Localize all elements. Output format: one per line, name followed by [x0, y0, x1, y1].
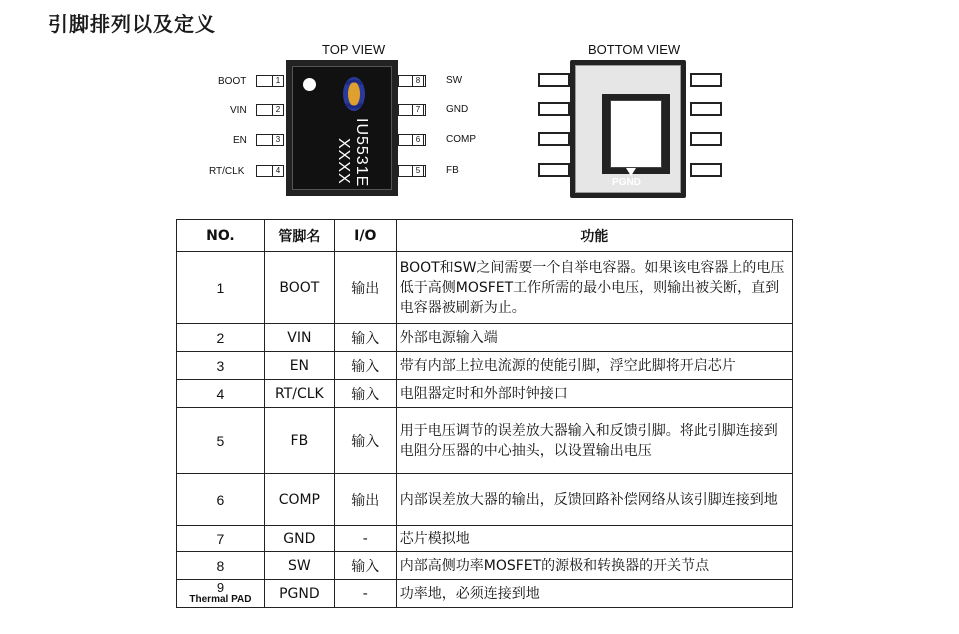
pin-5-number: 5 [412, 165, 424, 177]
cell-function: 内部误差放大器的输出，反馈回路补偿网络从该引脚连接到地 [396, 474, 792, 526]
table-row [177, 526, 793, 552]
cell-io: 输入 [334, 324, 396, 352]
bottom-pin-lead [690, 132, 722, 146]
pin-definition-table [176, 219, 793, 608]
cell-function: 功率地，必须连接到地 [396, 580, 792, 608]
pin-1-number: 1 [272, 75, 284, 87]
pin-7-label: GND [446, 104, 469, 115]
cell-no: 4 [177, 380, 265, 408]
cell-io: 输入 [334, 552, 396, 580]
pin-6-number: 6 [412, 134, 424, 146]
pin-2-number: 2 [272, 104, 284, 116]
thermal-pad [610, 100, 662, 168]
pin-4-number: 4 [272, 165, 284, 177]
table-row [177, 380, 793, 408]
cell-no [177, 580, 265, 608]
pin-5-label: FB [446, 165, 459, 176]
cell-no-number: 9 [216, 580, 225, 595]
table-row [177, 324, 793, 352]
pin-3-number: 3 [272, 134, 284, 146]
cell-function: 带有内部上拉电流源的使能引脚，浮空此脚将开启芯片 [396, 352, 792, 380]
bottom-pin-lead [690, 102, 722, 116]
table-header-row [177, 220, 793, 252]
cell-pin-name: BOOT [264, 252, 334, 324]
arrow-down-icon [626, 168, 636, 176]
pin-4-label: RT/CLK [209, 166, 245, 177]
table-row [177, 580, 793, 608]
cell-function: BOOT和SW之间需要一个自举电容器。如果该电容器上的电压低于高侧MOSFET工作所需的最小电压，则输出被关断，直到电容器被刷新为止。 [396, 252, 792, 324]
pin-8-label: SW [446, 75, 463, 86]
cell-io: 输出 [334, 252, 396, 324]
table-row [177, 252, 793, 324]
bottom-pin-lead [538, 73, 570, 87]
chip-marking-lot: XXXX [335, 138, 352, 185]
table-row [177, 408, 793, 474]
header-io: I/O [334, 220, 396, 252]
table-row [177, 474, 793, 526]
cell-function: 内部高侧功率MOSFET的源极和转换器的开关节点 [396, 552, 792, 580]
cell-no: 8 [177, 552, 265, 580]
cell-io: - [334, 526, 396, 552]
bottom-pin-lead [690, 163, 722, 177]
bottom-view-title: BOTTOM VIEW [588, 42, 681, 57]
pin-1-label: BOOT [218, 76, 247, 87]
cell-pin-name: COMP [264, 474, 334, 526]
cell-no: 3 [177, 352, 265, 380]
top-view-title: TOP VIEW [322, 42, 386, 57]
cell-io: - [334, 580, 396, 608]
cell-io: 输入 [334, 408, 396, 474]
cell-io: 输入 [334, 380, 396, 408]
bottom-pin-lead [538, 102, 570, 116]
bottom-pin-lead [690, 73, 722, 87]
cell-io: 输出 [334, 474, 396, 526]
cell-no: 2 [177, 324, 265, 352]
pin-3-label: EN [233, 135, 247, 146]
cell-function: 电阻器定时和外部时钟接口 [396, 380, 792, 408]
cell-no: 1 [177, 252, 265, 324]
chip-marking-part: IU5531E [353, 118, 370, 188]
header-no: NO. [177, 220, 265, 252]
section-heading: 引脚排列以及定义 [48, 12, 216, 36]
header-pin-name: 管脚名 [264, 220, 334, 252]
cell-pin-name: GND [264, 526, 334, 552]
cell-pin-name: SW [264, 552, 334, 580]
pin-8-number: 8 [412, 75, 424, 87]
cell-function: 芯片模拟地 [396, 526, 792, 552]
cell-no-thermal-pad: Thermal PAD [189, 594, 252, 605]
cell-function: 用于电压调节的误差放大器输入和反馈引脚。将此引脚连接到电阻分压器的中心抽头，以设置输出电压 [396, 408, 792, 474]
brand-logo-icon [340, 74, 368, 114]
cell-pin-name: EN [264, 352, 334, 380]
cell-pin-name: RT/CLK [264, 380, 334, 408]
cell-no: 5 [177, 408, 265, 474]
table-row [177, 552, 793, 580]
pin-7-number: 7 [412, 104, 424, 116]
table-row [177, 352, 793, 380]
cell-io: 输入 [334, 352, 396, 380]
pgnd-label: PGND [612, 177, 641, 188]
bottom-pin-lead [538, 163, 570, 177]
cell-function: 外部电源输入端 [396, 324, 792, 352]
pin1-dot-icon [303, 78, 316, 91]
cell-pin-name: PGND [264, 580, 334, 608]
cell-pin-name: FB [264, 408, 334, 474]
cell-no: 6 [177, 474, 265, 526]
cell-no: 7 [177, 526, 265, 552]
header-function: 功能 [396, 220, 792, 252]
cell-pin-name: VIN [264, 324, 334, 352]
pin-6-label: COMP [446, 134, 476, 145]
pin-2-label: VIN [230, 105, 247, 116]
bottom-pin-lead [538, 132, 570, 146]
